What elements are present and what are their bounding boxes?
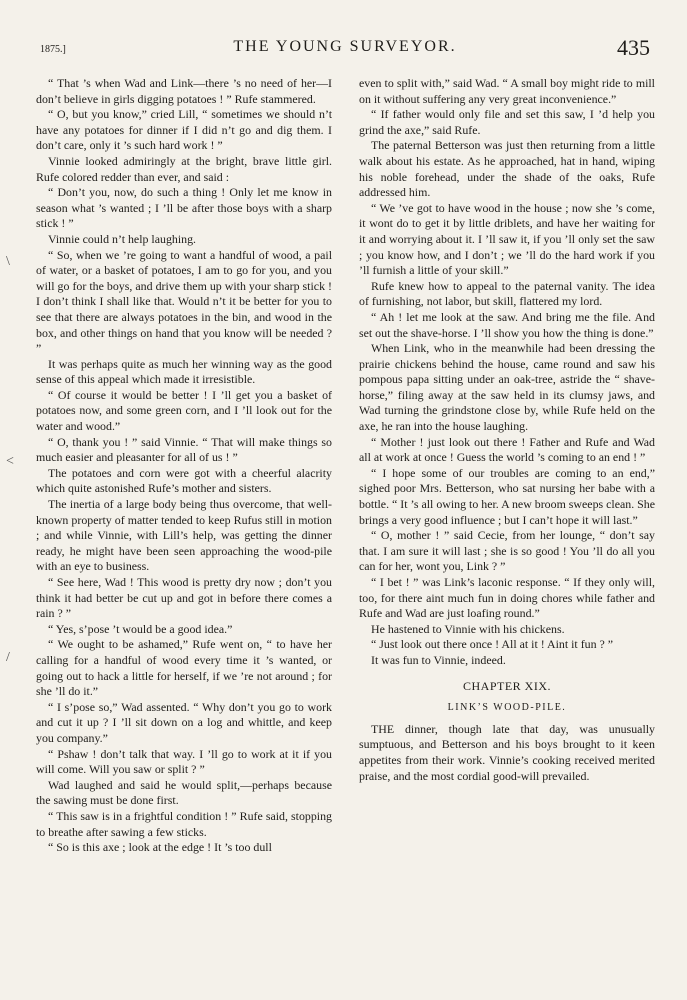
- paragraph: He hastened to Vinnie with his chickens.: [371, 621, 565, 636]
- paragraph: “ This saw is in a frightful condition ! ” Rufe said, stopping to breathe after sawing a few sticks.: [36, 808, 332, 839]
- paragraph: Vinnie could n’t help laughing.: [48, 231, 197, 246]
- paragraph: “ See here, Wad ! This wood is pretty dry now ; don’t you think it had better be cut up and got in before there comes a rain ? ”: [36, 575, 332, 621]
- paragraph: “ So, when we ’re going to want a handful of wood, a pail of water, or a basket of potatoes, I am to go for you, and you will go for the boys, and drive them up with your sharp stick ! I don’t think I shall like that. Would n’t it be better for you to see that there are always potatoes in the bin, and wood in the box, and other things on hand that you know will be needed ? ”: [36, 247, 332, 356]
- margin-mark: \: [6, 254, 10, 269]
- paragraph: “ Of course it would be better ! I ’ll get you a basket of potatoes now, and some green corn, and I ’ll look out for the water and wood.”: [36, 387, 332, 434]
- paragraph: The potatoes and corn were got with a cheerful alacrity which quite astonished Rufe’s mother and sisters.: [36, 465, 332, 496]
- paragraph: “ Don’t you, now, do such a thing ! Only let me know in season what ’s wanted ; I ’ll be after those boys with a sharp stick ! ”: [36, 185, 332, 231]
- paragraph: “ That ’s when Wad and Link—there ’s no need of her—I don’t believe in girls digging potatoes ! ” Rufe stammered.: [36, 76, 332, 106]
- paragraph: even to split with,” said Wad. “ A small boy might ride to mill on it without suffering any very great inconvenience.”: [359, 76, 655, 106]
- paragraph: It was perhaps quite as much her winning way as the good sense of this appeal which made it irresistible.: [36, 356, 332, 387]
- paragraph: It was fun to Vinnie, indeed.: [371, 652, 506, 667]
- paragraph-text: dinner, though late that day, was unusually sumptuous, and Betterson and his boys brought to it keen appetites from their work. Vinnie’s cooking received merited praise, and the most cordial good-will prevailed.: [359, 721, 655, 783]
- running-header: [40, 35, 650, 62]
- paragraph: “ If father would only file and set this saw, I ’d help you grind the axe,” said Rufe.: [359, 107, 655, 137]
- paragraph: When Link, who in the meanwhile had been dressing the prairie chickens behind the house, came round and saw his pompous papa sitting under an oak-tree, astride the “ shave-horse,” filing away at the saw held in its clumsy jaws, and Wad turning the grindstone close by, while Rufe held on the axe, he ran into the house laughing.: [359, 341, 655, 434]
- page-number: 435: [617, 35, 650, 60]
- paragraph: Rufe knew how to appeal to the paternal vanity. The idea of furnishing, not labor, but skill, flattered my lord.: [359, 278, 655, 309]
- paragraph: [359, 722, 655, 784]
- margin-mark: /: [6, 650, 10, 665]
- right-column: [359, 76, 655, 784]
- paragraph: “ I hope some of our troubles are coming to an end,” sighed poor Mrs. Betterson, who sat nursing her babe with a bottle. “ It ’s all owing to her. A new broom sweeps clean. She brings a very good influence ; but I can’t hope it will last.”: [359, 465, 655, 527]
- paragraph: Vinnie looked admiringly at the bright, brave little girl. Rufe colored redder than ever, and said :: [36, 153, 332, 184]
- paragraph: “ We ought to be ashamed,” Rufe went on, “ to have her calling for a handful of wood every time it ’s wanted, or going out to hack a little for herself, if we ’re not around ; for she ’ll do it.”: [36, 637, 332, 699]
- paragraph: The inertia of a large body being thus overcome, that well-known property of matter tended to keep Rufus still in motion ; and while Vinnie, with Lill’s help, was getting the dinner ready, he might have been seen approaching the wood-pile with an eye to business.: [36, 497, 332, 574]
- paragraph: The paternal Betterson was just then returning from a little walk about his estate. As he approached, hat in hand, wiping his noble forehead, under the shade of the oaks, Rufe addressed him.: [359, 138, 655, 200]
- header-title: THE YOUNG SURVEYOR.: [233, 38, 457, 55]
- paragraph: “ I s’pose so,” Wad assented. “ Why don’t you go to work and cut it up ? I ’ll sit down on a log and whittle, and keep you company.”: [36, 699, 332, 745]
- paragraph: “ Mother ! just look out there ! Father and Rufe and Wad all at work at once ! Guess the world ’s coming to an end ! ”: [359, 434, 655, 465]
- paragraph: “ So is this axe ; look at the edge ! It ’s too dull: [48, 840, 272, 855]
- paragraph: “ O, but you know,” cried Lill, “ sometimes we should n’t have any potatoes for dinner if I did n’t go and dig them. I don’t care, only it ’s such hard work ! ”: [36, 107, 332, 153]
- paragraph: “ Yes, s’pose ’t would be a good idea.”: [48, 621, 233, 636]
- paragraph: Wad laughed and said he would split,—perhaps because the sawing must be done first.: [36, 777, 332, 808]
- paragraph: “ I bet ! ” was Link’s laconic response. “ If they only will, too, for there aint much fun in doing chores while father and Rufe and Wad are just loafing round.”: [359, 575, 655, 621]
- paragraph: “ O, mother ! ” said Cecie, from her lounge, “ don’t say that. I am sure it will last ; she is so good ! You ’ll do all you can for her, wont you, Link ? ”: [359, 528, 655, 574]
- header-year: 1875.]: [40, 44, 66, 55]
- lead-word: THE: [371, 721, 395, 736]
- chapter-title: LINK’S WOOD-PILE.: [447, 702, 567, 714]
- paragraph: “ Ah ! let me look at the saw. And bring me the file. And set out the shave-horse. I ’ll show you how the thing is done.”: [359, 309, 655, 340]
- paragraph: “ Just look out there once ! All at it ! Aint it fun ? ”: [371, 637, 614, 652]
- paragraph: “ We ’ve got to have wood in the house ; now she ’s come, it wont do to get it by little driblets, and have her waiting for it and worrying about it. I ’ll saw it, if you ’ll only set the saw ; you know how, and I don’t ; we ’ll do the hard work if you ’ll furnish a little of your skill.”: [359, 200, 655, 278]
- paragraph: “ O, thank you ! ” said Vinnie. “ That will make things so much easier and pleasanter for all of us ! ”: [36, 434, 332, 465]
- chapter-number: CHAPTER XIX.: [462, 678, 551, 693]
- paragraph: “ Pshaw ! don’t talk that way. I ’ll go to work at it if you will come. Will you saw or split ? ”: [36, 746, 332, 777]
- margin-mark: ˂: [6, 454, 14, 469]
- left-column: [36, 76, 332, 856]
